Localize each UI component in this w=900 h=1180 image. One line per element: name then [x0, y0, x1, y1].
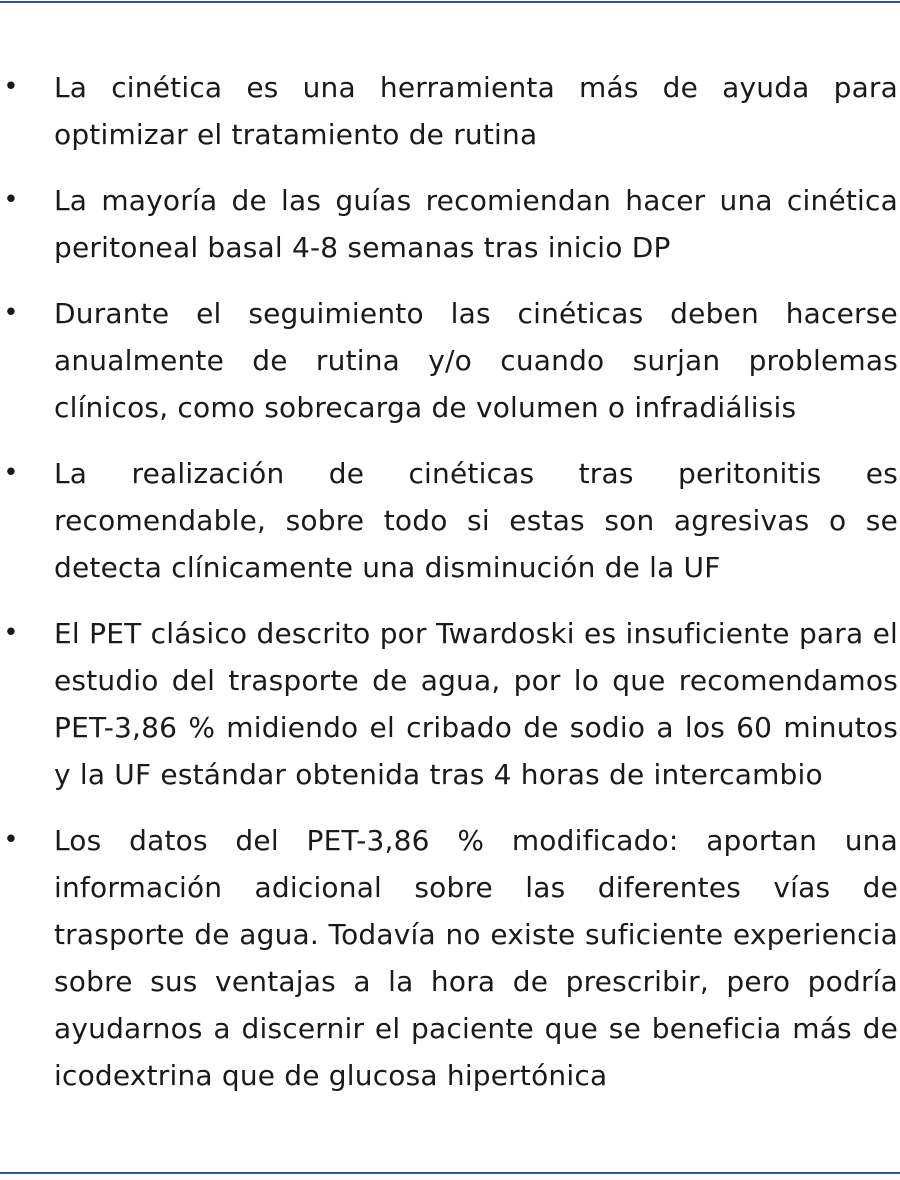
bullet-list	[0, 64, 900, 1118]
bullet-icon: •	[3, 825, 19, 855]
list-item-text: Los datos del PET-3,86 % modificado: aportan una información adicional sobre las diferentes vías de trasporte de agua. Todavía no existe suficiente experiencia sobre sus ventajas a la hora de prescribir, pero podría ayudarnos a discernir el paciente que se beneficia más de icodextrina que de glucosa hipertónica	[54, 824, 898, 1092]
list-item-text: Durante el seguimiento las cinéticas deben hacerse anualmente de rutina y/o cuando surjan problemas clínicos, como sobrecarga de volumen o infradiálisis	[54, 297, 898, 424]
bullet-icon: •	[3, 298, 19, 328]
bullet-icon: •	[3, 458, 19, 488]
list-item	[0, 177, 900, 271]
list-item	[0, 817, 900, 1099]
list-item-text: La realización de cinéticas tras peritonitis es recomendable, sobre todo si estas son agresivas o se detecta clínicamente una disminución de la UF	[54, 457, 898, 584]
bullet-icon: •	[3, 185, 19, 215]
list-item	[0, 290, 900, 431]
list-item-text: El PET clásico descrito por Twardoski es insuficiente para el estudio del trasporte de agua, por lo que recomendamos PET-3,86 % midiendo el cribado de sodio a los 60 minutos y la UF estándar obtenida tras 4 horas de intercambio	[54, 617, 898, 791]
bullet-icon: •	[3, 72, 19, 102]
list-item	[0, 610, 900, 798]
top-rule	[0, 1, 900, 3]
bottom-rule	[0, 1172, 900, 1174]
list-item	[0, 450, 900, 591]
list-item	[0, 64, 900, 158]
list-item-text: La mayoría de las guías recomiendan hacer una cinética peritoneal basal 4-8 semanas tras inicio DP	[54, 184, 898, 264]
list-item-text: La cinética es una herramienta más de ayuda para optimizar el tratamiento de rutina	[54, 71, 898, 151]
bullet-icon: •	[3, 618, 19, 648]
